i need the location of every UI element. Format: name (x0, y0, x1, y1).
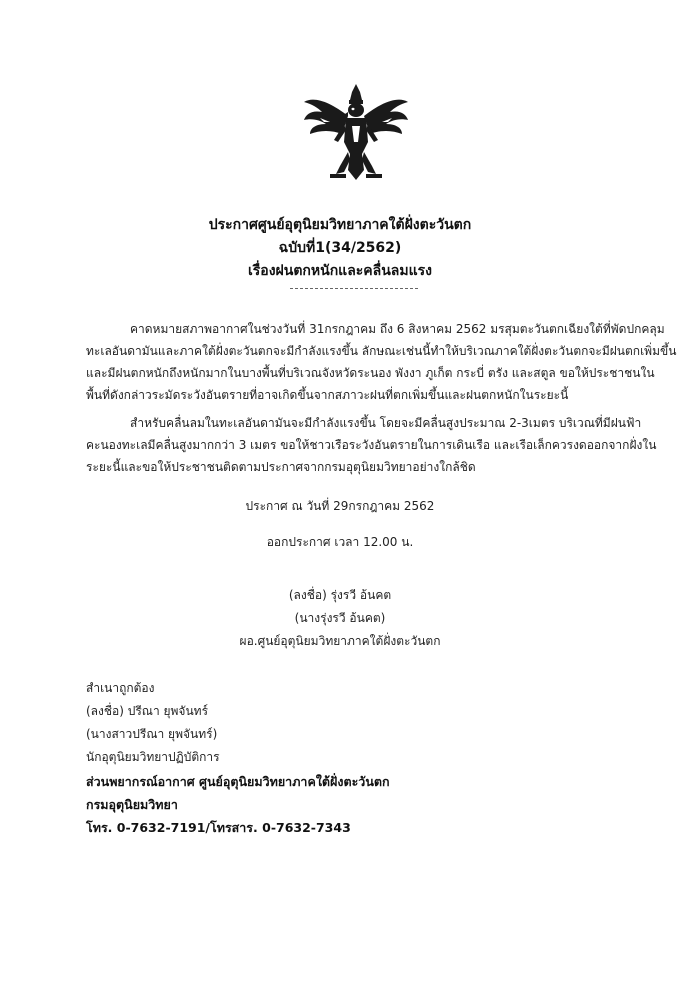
announcement-time: ออกประกาศ เวลา 12.00 น. (266, 535, 414, 549)
paragraph-line: สำหรับคลื่นลมในทะเลอันดามันจะมีกำลังแรงขึ้น โดยจะมีคลื่นสูงประมาณ 2-3เมตร บริเวณที่มีฝนฟ้า (130, 416, 642, 430)
department-name: กรมอุตุนิยมวิทยา (86, 797, 178, 812)
forecast-division: ส่วนพยากรณ์อากาศ ศูนย์อุตุนิยมวิทยาภาคใต้ฝั่งตะวันตก (86, 774, 390, 789)
announcement-title: ประกาศศูนย์อุตุนิยมวิทยาภาคใต้ฝั่งตะวันตก (208, 217, 472, 233)
paragraph-line: ทะเลอันดามันและภาคใต้ฝั่งตะวันตกจะมีกำลังแรงขึ้น ลักษณะเช่นนี้ทำให้บริเวณภาคใต้ฝั่งตะวันตกจะมีฝนตกเพิ่มขึ้น (86, 344, 677, 358)
copy-position: นักอุตุนิยมวิทยาปฏิบัติการ (86, 750, 220, 764)
copy-name: (นางสาวปรีณา ยุพจันทร์) (86, 727, 218, 741)
director-name: (นางรุ่งรวี อ้นคต) (294, 611, 386, 625)
paragraph-line: คะนองทะเลมีคลื่นสูงมากกว่า 3 เมตร ขอให้ชาวเรือระวังอันตรายในการเดินเรือ และเรือเล็กควรงดออกจากฝั่งใน (86, 438, 657, 452)
announcement-date: ประกาศ ณ วันที่ 29กรกฎาคม 2562 (245, 499, 435, 513)
certified-copy-label: สำเนาถูกต้อง (86, 681, 155, 695)
announcement-number: ฉบับที่1(34/2562) (278, 240, 402, 256)
paragraph-line: คาดหมายสภาพอากาศในช่วงวันที่ 31กรกฎาคม ถึง 6 สิงหาคม 2562 มรสุมตะวันตกเฉียงใต้ที่พัดปกคลุม (130, 322, 665, 336)
paragraph-line: และมีฝนตกหนักถึงหนักมากในบางพื้นที่บริเวณจังหวัดระนอง พังงา ภูเก็ต กระบี่ ตรัง และสตูล ขอให้ประชาชนใน (86, 366, 655, 380)
contact-phone-fax: โทร. 0-7632-7191/โทรสาร. 0-7632-7343 (86, 820, 351, 835)
garuda-emblem-icon (300, 82, 412, 182)
paragraph-line: ระยะนี้และขอให้ประชาชนติดตามประกาศจากกรมอุตุนิยมวิทยาอย่างใกล้ชิด (86, 460, 476, 474)
paragraph-forecast (86, 318, 677, 406)
director-position: ผอ.ศูนย์อุตุนิยมวิทยาภาคใต้ฝั่งตะวันตก (239, 634, 441, 648)
director-signed: (ลงชื่อ) รุ่งรวี อ้นคต (288, 588, 392, 602)
copy-signed: (ลงชื่อ) ปรีณา ยุพจันทร์ (86, 704, 209, 718)
paragraph-waves (86, 412, 657, 478)
announcement-subject: เรื่องฝนตกหนักและคลื่นลมแรง (248, 263, 432, 279)
title-divider (290, 288, 418, 289)
paragraph-line: พื้นที่ดังกล่าวระมัดระวังอันตรายที่อาจเกิดขึ้นจากสภาวะฝนที่ตกเพิ่มขึ้นและฝนตกหนักในระยะนี้ (86, 388, 569, 402)
